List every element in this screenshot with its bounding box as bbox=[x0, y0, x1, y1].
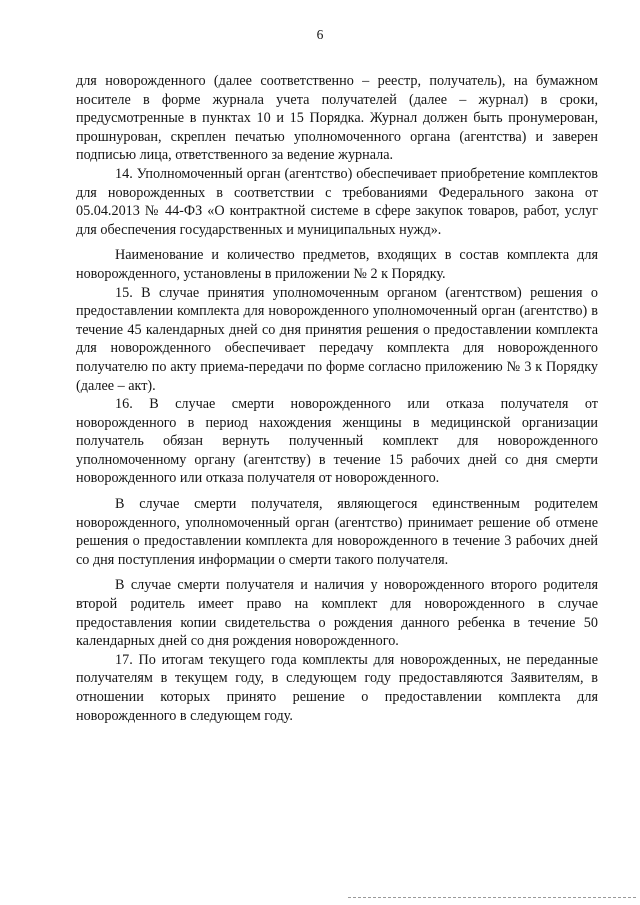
paragraph-item-16: 16. В случае смерти новорожденного или отказа получателя от новорожденного в период нахождения женщины в медицинской организации получатель обязан вернуть полученный комплект для новорожденного уполномоченному органу (агентству) в течение 15 рабочих дней со дня смерти новорожденного или отказа получателя от новорожденного. bbox=[76, 396, 598, 487]
paragraph-item-14: 14. Уполномоченный орган (агентство) обеспечивает приобретение комплектов для новорожденных в соответствии с требованиями Федерального закона от 05.04.2013 № 44-ФЗ «О контрактной системе в сфере закупок товаров, работ, услуг для обеспечения государственных и муниципальных нужд». bbox=[76, 165, 598, 238]
document-body bbox=[76, 72, 598, 725]
paragraph-journal-continuation: для новорожденного (далее соответственно – реестр, получатель), на бумажном носителе в форме журнала учета получателей (далее – журнал) в сроки, предусмотренные в пунктах 10 и 15 Порядка. Журнал должен быть пронумерован, прошнурован, скреплен печатью уполномоченного органа (агентства) и заверен подписью лица, ответственного за ведение журнала. bbox=[76, 73, 598, 164]
paragraph-item-15: 15. В случае принятия уполномоченным органом (агентством) решения о предоставлении комплекта для новорожденного уполномоченный орган (агентство) в течение 45 календарных дней со дня принятия решения о предоставлении комплекта для новорожденного обеспечивает передачу комплекта для новорожденного получателю по акту приема-передачи по форме согласно приложению № 3 к Порядку (далее – акт). bbox=[76, 284, 598, 394]
paragraph-kit-contents: Наименование и количество предметов, входящих в состав комплекта для новорожденного, установлены в приложении № 2 к Порядку. bbox=[76, 247, 598, 282]
paragraph-sole-parent-death: В случае смерти получателя, являющегося единственным родителем новорожденного, уполномоченный орган (агентство) принимает решение об отмене решения о предоставлении комплекта для новорожденного в течение 3 рабочих дней со дня поступления информации о смерти такого получателя. bbox=[76, 496, 598, 568]
paragraph-second-parent-right: В случае смерти получателя и наличия у новорожденного второго родителя второй родитель имеет право на комплект для новорожденного в случае предоставления копии свидетельства о рождения данного ребенка в течение 50 календарных дней со дня рождения новорожденного. bbox=[76, 577, 598, 650]
footer-divider bbox=[348, 897, 636, 898]
paragraph-item-17: 17. По итогам текущего года комплекты для новорожденных, не переданные получателям в текущем году, в следующем году предоставляются Заявителям, в отношении которых принято решение о предоставлении комплекта для новорожденного в следующем году. bbox=[76, 651, 598, 724]
page-number: 6 bbox=[316, 27, 324, 42]
